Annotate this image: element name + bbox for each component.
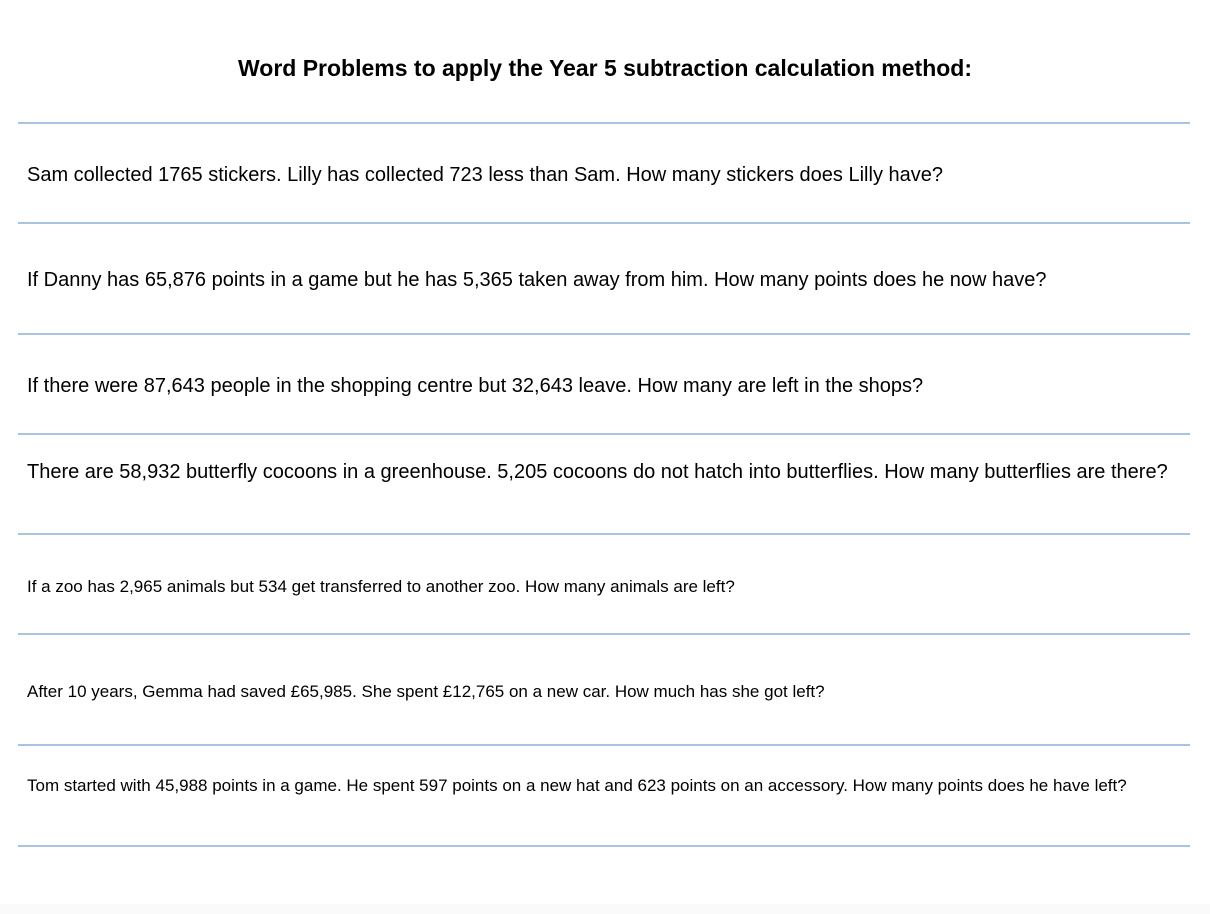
question-4: There are 58,932 butterfly cocoons in a greenhouse. 5,205 cocoons do not hatch into butterflies. How many butterflies are there?: [27, 461, 1168, 483]
question-7: Tom started with 45,988 points in a game. He spent 597 points on a new hat and 623 points on an accessory. How many points does he have left?: [27, 776, 1127, 795]
divider-line: [18, 222, 1190, 224]
page-footer-strip: [0, 904, 1210, 914]
divider-line: [18, 845, 1190, 847]
divider-line: [18, 433, 1190, 435]
divider-line: [18, 122, 1190, 124]
divider-line: [18, 533, 1190, 535]
question-1: Sam collected 1765 stickers. Lilly has collected 723 less than Sam. How many stickers does Lilly have?: [27, 164, 943, 186]
question-2: If Danny has 65,876 points in a game but he has 5,365 taken away from him. How many points does he now have?: [27, 269, 1047, 291]
divider-line: [18, 633, 1190, 635]
question-3: If there were 87,643 people in the shopping centre but 32,643 leave. How many are left in the shops?: [27, 375, 924, 397]
question-5: If a zoo has 2,965 animals but 534 get transferred to another zoo. How many animals are left?: [27, 577, 735, 596]
divider-line: [18, 333, 1190, 335]
question-6: After 10 years, Gemma had saved £65,985. She spent £12,765 on a new car. How much has she got left?: [27, 682, 825, 701]
worksheet-title: Word Problems to apply the Year 5 subtraction calculation method:: [237, 55, 972, 81]
divider-line: [18, 744, 1190, 746]
